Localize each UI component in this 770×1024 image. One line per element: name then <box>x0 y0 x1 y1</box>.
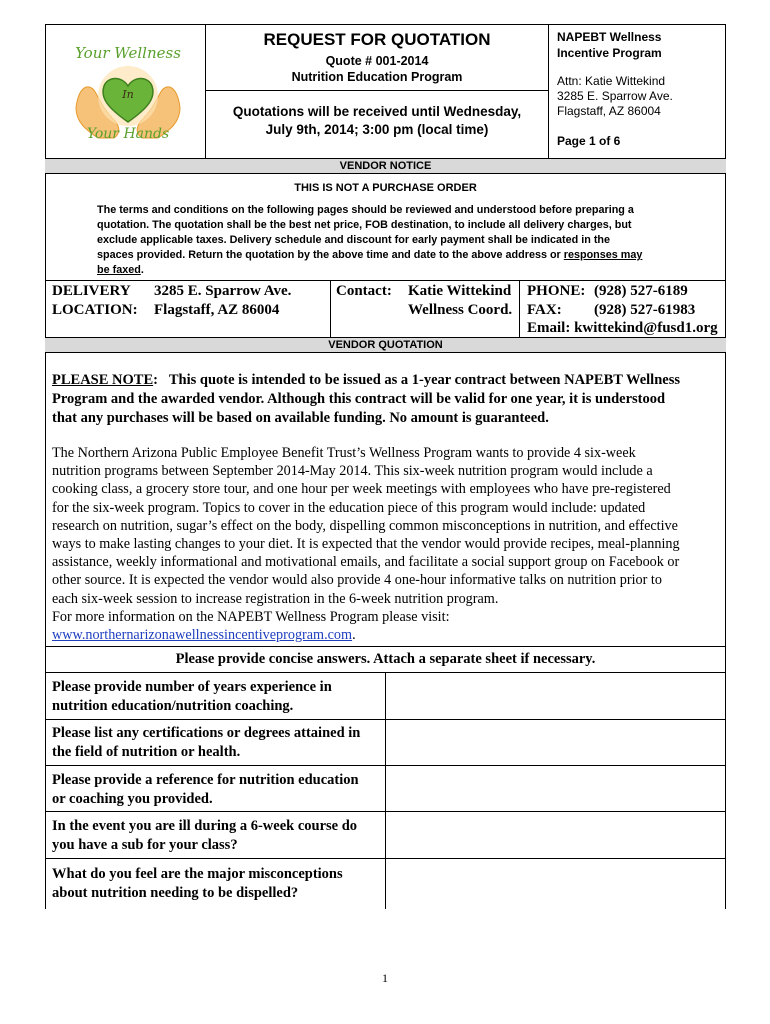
logo-text-3: Your Hands <box>86 126 170 142</box>
delivery-label-1: DELIVERY <box>52 283 131 299</box>
delivery-label-2: LOCATION: <box>52 302 138 318</box>
question-1-line-2: nutrition education/nutrition coaching. <box>52 698 294 714</box>
terms-line-3: exclude applicable taxes. Delivery schedule and discount for early payment shall be indicated in the <box>97 234 611 246</box>
question-4-line-1: In the event you are ill during a 6-week course do <box>52 818 358 834</box>
question-2-line-1: Please list any certifications or degrees attained in <box>52 725 361 741</box>
org-name-2: Incentive Program <box>557 46 662 60</box>
header-mid-line <box>205 90 548 91</box>
concise-top-line <box>45 646 726 647</box>
page-title: REQUEST FOR QUOTATION <box>263 30 491 49</box>
body-line-9: each six-week session to increase registration in the 6-week nutrition program. <box>52 590 499 607</box>
body-line-2: nutrition programs between September 2014-May 2014. This six-week nutrition program would include a <box>52 463 653 480</box>
note-label: PLEASE NOTE <box>52 372 154 388</box>
note-line-3: that any purchases will be based on available funding. No amount is guaranteed. <box>52 410 549 426</box>
not-purchase-order: THIS IS NOT A PURCHASE ORDER <box>294 182 477 194</box>
address-line-1: 3285 E. Sparrow Ave. <box>557 89 673 103</box>
body-line-7: assistance, weekly informational and motivational emails, and facilitate a social support group on Facebook or <box>52 554 680 571</box>
logo-text-1: Your Wellness <box>75 44 181 62</box>
right-border <box>725 24 726 909</box>
question-4-line-2: you have a sub for your class? <box>52 837 238 853</box>
body-line-3: cooking class, a grocery store tour, and one hour per week meetings with employees who have pre-registered <box>52 481 671 498</box>
terms-line-4-text: spaces provided. Return the quotation by the above time and date to the above address or <box>97 249 561 261</box>
header-divider-2 <box>548 24 549 158</box>
fax-number: (928) 527-61983 <box>594 302 696 318</box>
body-line-6: ways to make lasting changes to your diet. It is expected that the vendor would provide recipes, meal-planning <box>52 536 680 553</box>
body-line-1: The Northern Arizona Public Employee Benefit Trust’s Wellness Program wants to provide 4 six-week <box>52 445 636 461</box>
note-line-2: Program and the awarded vendor. Although this contract will be valid for one year, it is understood <box>52 391 666 407</box>
question-2-line-2: the field of nutrition or health. <box>52 744 241 760</box>
body-line-5: research on nutrition, sugar’s effect on the body, dispelling common misconceptions in nutrition, and effective <box>52 517 678 534</box>
note-line-1 <box>52 371 722 390</box>
program-description <box>52 444 724 644</box>
delivery-divider-2 <box>519 280 520 337</box>
top-border <box>45 24 726 25</box>
address-line-2: Flagstaff, AZ 86004 <box>557 104 661 118</box>
body-line-4: for the six-week program. Topics to cover in the education piece of this program would include: updated <box>52 499 646 516</box>
question-2 <box>52 724 382 762</box>
question-5 <box>52 865 382 903</box>
terms-line-5-end: . <box>140 264 144 276</box>
contact-title: Wellness Coord. <box>408 302 513 318</box>
terms-line-2: quotation. The quotation shall be the best net price, FOB destination, to include all delivery charges, but <box>97 219 632 231</box>
answer-4-field[interactable] <box>386 812 725 858</box>
quote-number: Quote # 001-2014 <box>325 54 429 68</box>
deadline-line-2: July 9th, 2014; 3:00 pm (local time) <box>265 122 489 137</box>
fax-label: FAX: <box>527 302 562 318</box>
question-3-line-2: or coaching you provided. <box>52 791 213 807</box>
question-3-line-1: Please provide a reference for nutrition education <box>52 772 359 788</box>
delivery-address-1: 3285 E. Sparrow Ave. <box>154 283 292 299</box>
concise-instruction: Please provide concise answers. Attach a separate sheet if necessary. <box>175 651 596 667</box>
body-line-11 <box>52 626 724 644</box>
page-number: 1 <box>382 971 388 985</box>
body-line-8: other source. It is expected the vendor would also provide 4 one-hour informative talks on nutrition prior to <box>52 572 662 589</box>
wellness-logo <box>58 30 198 152</box>
note-colon: : <box>153 372 158 388</box>
contact-name: Katie Wittekind <box>408 283 512 299</box>
link-period: . <box>352 627 356 644</box>
phone-label: PHONE: <box>527 283 586 299</box>
question-4 <box>52 817 382 855</box>
delivery-address-2: Flagstaff, AZ 86004 <box>154 302 280 318</box>
deadline-line-1: Quotations will be received until Wednesday, <box>232 104 522 119</box>
terms-line-5 <box>97 263 697 278</box>
left-border <box>45 24 46 909</box>
answer-3-field[interactable] <box>386 766 725 811</box>
question-3 <box>52 771 382 809</box>
phone-number: (928) 527-6189 <box>594 283 688 299</box>
logo-text-2: In <box>122 88 134 101</box>
org-name-1: NAPEBT Wellness <box>557 30 662 44</box>
terms-paragraph <box>97 203 697 278</box>
delivery-top-line <box>45 280 726 281</box>
program-website-link[interactable]: www.northernarizonawellnessincentiveprogram.com <box>52 627 353 644</box>
question-5-line-1: What do you feel are the major misconceptions <box>52 866 343 882</box>
question-5-line-2: about nutrition needing to be dispelled? <box>52 885 299 901</box>
contact-email: Email: kwittekind@fusd1.org <box>527 320 718 336</box>
question-1 <box>52 678 382 716</box>
vendor-quotation-bar: VENDOR QUOTATION <box>45 337 726 353</box>
answer-2-field[interactable] <box>386 720 725 765</box>
answer-1-field[interactable] <box>386 673 725 719</box>
program-name: Nutrition Education Program <box>291 70 463 84</box>
note-line-1-text: This quote is intended to be issued as a 1-year contract between NAPEBT Wellness <box>168 372 680 388</box>
body-line-10: For more information on the NAPEBT Wellness Program please visit: <box>52 608 450 625</box>
terms-line-4 <box>97 248 697 263</box>
terms-underline-2: be faxed <box>97 264 141 276</box>
page-count: Page 1 of 6 <box>557 134 621 148</box>
delivery-divider-1 <box>330 280 331 337</box>
terms-line-1: The terms and conditions on the following pages should be reviewed and understood before preparing a <box>97 204 634 216</box>
contact-label: Contact: <box>336 283 392 299</box>
terms-underline-1: responses may <box>563 249 643 261</box>
vendor-notice-bar: VENDOR NOTICE <box>45 158 726 174</box>
attn-line: Attn: Katie Wittekind <box>557 74 666 88</box>
please-note <box>52 371 722 428</box>
answer-5-field[interactable] <box>386 859 725 909</box>
question-1-line-1: Please provide number of years experience in <box>52 679 332 695</box>
